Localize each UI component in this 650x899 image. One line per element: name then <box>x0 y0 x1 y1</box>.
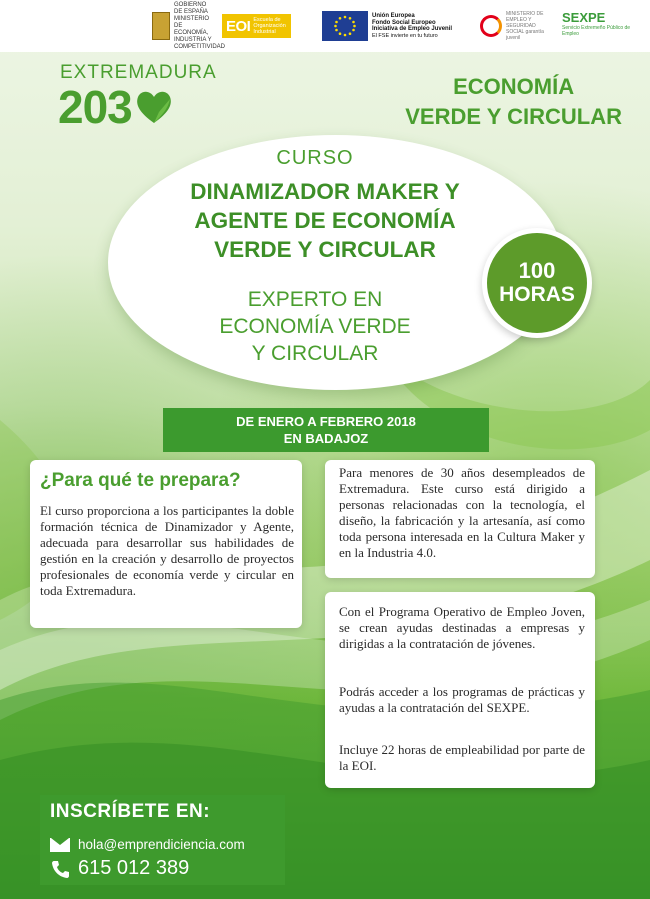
sexpe-subtitle: Servicio Extremeño Público de Empleo <box>562 25 631 37</box>
government-logo <box>152 1 226 50</box>
garantia-juvenil-mark-icon <box>480 15 502 37</box>
prepare-card <box>30 460 302 628</box>
audience-card <box>325 460 595 578</box>
garantia-juvenil-text: MINISTERIO DE EMPLEO Y SEGURIDAD SOCIAL garantía juvenil <box>506 11 544 41</box>
eu-flag-icon <box>322 11 368 41</box>
signup-heading: INSCRÍBETE EN: <box>50 801 211 822</box>
phone-number[interactable]: 615 012 389 <box>78 857 190 879</box>
course-title-line-2: AGENTE DE ECONOMÍA <box>194 208 456 233</box>
sexpe-logo <box>562 10 632 42</box>
expert-line-1: EXPERTO EN <box>247 288 383 311</box>
spain-shield-icon <box>152 12 170 40</box>
expert-subtitle <box>150 286 480 367</box>
course-label: CURSO <box>276 147 354 169</box>
government-text: GOBIERNO DE ESPAÑA MINISTERIO DE ECONOMÍA, INDUSTRIA Y COMPETITIVIDAD <box>174 1 226 50</box>
course-title <box>120 177 530 264</box>
expert-line-3: Y CIRCULAR <box>251 342 379 365</box>
signup-box <box>40 795 285 885</box>
mail-icon <box>50 838 70 852</box>
hours-number: 100 <box>518 258 556 283</box>
expert-line-2: ECONOMÍA VERDE <box>219 315 411 338</box>
garantia-juvenil-logo <box>480 10 544 42</box>
prepare-body: El curso proporciona a los participantes la doble formación técnica de Dinamizador y Agente, adecuada para desarrollar sus habilidades de gestión en la creación y desarrollo de proyectos profesionales de economía verde y circular en toda Extremadura. <box>40 503 294 598</box>
theme-title <box>405 72 622 132</box>
schedule-box <box>163 408 489 452</box>
eoi-logo <box>222 10 291 42</box>
eoi-subtitle: Escuela de Organización Industrial <box>253 17 286 35</box>
brand-label: EXTREMADURA <box>60 62 217 83</box>
hours-unit: HORAS <box>499 283 575 306</box>
theme-title-line-1: ECONOMÍA <box>453 74 575 99</box>
email-contact[interactable] <box>50 837 245 852</box>
schedule-location: EN BADAJOZ <box>283 431 369 446</box>
audience-body: Para menores de 30 años desempleados de Extremadura. Este curso está dirigido a personas relacionadas con la tecnología, el diseño, la fabricación y la artesanía, así como toda persona interesada en la Cultura Maker y en la Industria 4.0. <box>339 465 585 560</box>
course-title-line-1: DINAMIZADOR MAKER Y <box>190 179 460 204</box>
sexpe-word: SEXPE <box>562 10 606 25</box>
eoi-word: EOI <box>226 17 251 35</box>
course-title-line-3: VERDE Y CIRCULAR <box>214 237 436 262</box>
schedule-dates: DE ENERO A FEBRERO 2018 <box>236 414 416 429</box>
theme-title-line-2: VERDE Y CIRCULAR <box>405 104 622 129</box>
phone-icon <box>50 859 70 879</box>
program-card <box>325 592 595 788</box>
brand-year-digits: 203 <box>58 81 132 133</box>
hours-badge <box>482 228 592 338</box>
brand-year <box>58 80 174 134</box>
heart-icon <box>134 87 174 127</box>
logo-bar <box>0 0 650 52</box>
eu-text: Unión Europea Fondo Social Europeo Iniciativa de Empleo Juvenil El FSE invierte en tu futuro <box>372 13 453 39</box>
program-paragraph-3: Incluye 22 horas de empleabilidad por parte de la EOI. <box>339 742 585 773</box>
program-paragraph-2: Podrás acceder a los programas de prácticas y ayudas a la contratación del SEXPE. <box>339 684 585 715</box>
email-address[interactable]: hola@emprendiciencia.com <box>78 837 245 852</box>
eu-logo <box>322 10 456 42</box>
phone-contact[interactable] <box>50 857 189 880</box>
prepare-heading: ¿Para qué te prepara? <box>40 470 241 491</box>
program-paragraph-1: Con el Programa Operativo de Empleo Joven, se crean ayudas destinadas a empresas y dirigidas a la contratación de jóvenes. <box>339 604 585 651</box>
